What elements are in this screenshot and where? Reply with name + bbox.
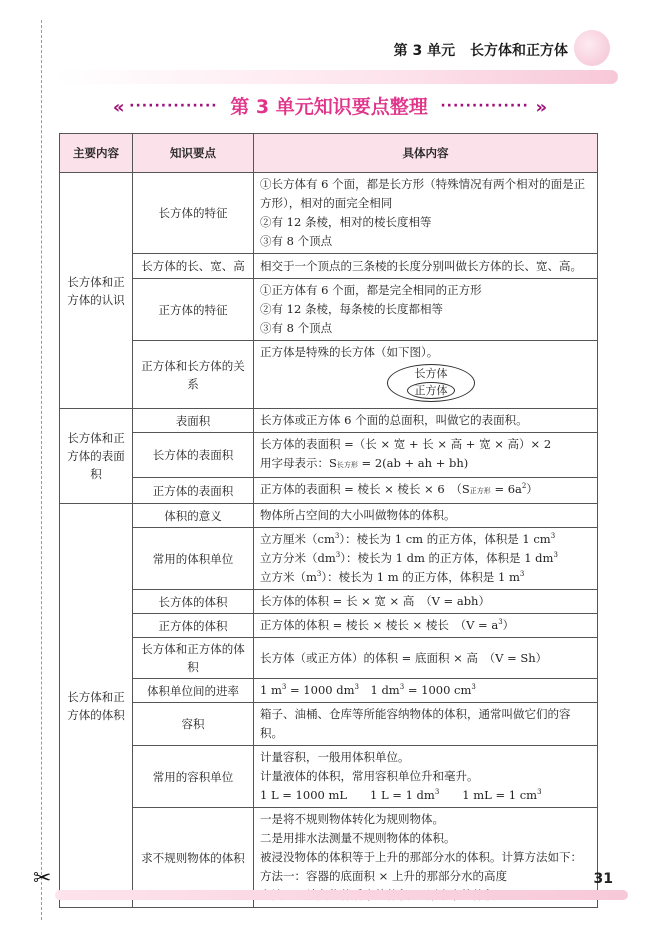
left-arrow-icon: « <box>112 97 123 118</box>
content-cell <box>254 679 598 703</box>
content-line: ①正方体有 6 个面，都是完全相同的正方形 <box>260 283 482 297</box>
formula-superscript: 3 <box>434 788 440 797</box>
point-cell: 常用的容积单位 <box>133 746 254 808</box>
content-cell: 长方体（或正方体）的体积 = 底面积 × 高 （V = Sh） <box>254 638 598 679</box>
content-line: 正方体是特殊的长方体（如下图）。 <box>260 345 439 359</box>
page-header <box>384 40 568 60</box>
content-cell: 箱子、油桶、仓库等所能容纳物体的体积，通常叫做它们的容积。 <box>254 703 598 746</box>
formula-superscript: 3 <box>498 618 503 627</box>
content-line: 计量容积，一般用体积单位。 <box>260 750 410 764</box>
content-cell: 物体所占空间的大小叫做物体的体积。 <box>254 504 598 528</box>
formula-text: 正方体的表面积 = 棱长 × 棱长 × 6 （S <box>260 482 470 496</box>
content-line: 方法一：容器的底面积 × 上升的那部分水的高度 <box>260 869 507 883</box>
content-line: 长方体的表面积 =（长 × 宽 + 长 × 高 + 宽 × 高）× 2 <box>260 437 552 451</box>
content-line: 被浸没物体的体积等于上升的那部分水的体积。计算方法如下： <box>260 850 582 864</box>
table-row <box>60 254 598 279</box>
point-cell: 容积 <box>133 703 254 746</box>
formula-superscript: 3 <box>334 532 340 541</box>
inner-ellipse: 正方体 <box>407 382 455 399</box>
page-title <box>0 92 658 119</box>
content-line: ③有 8 个顶点 <box>260 234 333 248</box>
point-cell: 长方体和正方体的体积 <box>133 638 254 679</box>
right-arrow-icon: » <box>535 97 546 118</box>
formula-superscript: 3 <box>354 683 359 692</box>
formula-text: 1 dm <box>358 683 400 697</box>
table-row <box>60 746 598 808</box>
content-line: 二是用排水法测量不规则物体的体积。 <box>260 831 456 845</box>
formula-text: = 6a <box>490 482 522 496</box>
page-number: 31 <box>593 871 613 887</box>
flower-icon <box>574 30 610 66</box>
table-row <box>60 614 598 638</box>
content-cell <box>254 614 598 638</box>
formula-text: 1 L = 1000 mL 1 L = 1 dm <box>260 788 435 802</box>
header-details: 具体内容 <box>254 134 598 173</box>
formula-superscript: 3 <box>537 788 542 797</box>
title-text: 第 3 单元知识要点整理 <box>230 96 428 118</box>
table-row <box>60 528 598 590</box>
formula-text: = 1000 cm <box>404 683 472 697</box>
formula-text: ） <box>502 618 515 632</box>
table-row <box>60 409 598 433</box>
formula-superscript: 3 <box>550 532 556 541</box>
formula-text: 1 mL = 1 cm <box>439 788 538 802</box>
content-line <box>260 568 591 587</box>
formula-text: 用字母表示：S <box>260 456 337 470</box>
formula-superscript: 3 <box>281 683 287 692</box>
unit-text: 立方分米（dm <box>260 551 336 565</box>
category-cell: 长方体和正方体的认识 <box>60 173 133 409</box>
header-rule <box>56 70 618 84</box>
table-row <box>60 703 598 746</box>
outer-ellipse-label: 长方体 <box>414 367 448 380</box>
content-cell <box>254 433 598 478</box>
content-line <box>260 454 591 475</box>
unit-text: ）：棱长为 1 cm 的正方体，体积是 1 cm <box>339 532 551 546</box>
table-row <box>60 433 598 478</box>
formula-subscript: 正方形 <box>469 487 491 495</box>
table-header-row <box>60 134 598 173</box>
point-cell: 体积单位间的进率 <box>133 679 254 703</box>
table-row <box>60 679 598 703</box>
content-cell <box>254 528 598 590</box>
content-cell <box>254 173 598 254</box>
formula-superscript: 3 <box>471 683 476 692</box>
point-cell: 长方体的表面积 <box>133 433 254 478</box>
content-line: ②有 12 条棱，每条棱的长度都相等 <box>260 302 443 316</box>
point-cell: 正方体和长方体的关系 <box>133 341 254 409</box>
content-cell <box>254 746 598 808</box>
point-cell: 常用的体积单位 <box>133 528 254 590</box>
formula-text: = 1000 dm <box>286 683 355 697</box>
footer-rule <box>55 890 628 900</box>
formula-superscript: 3 <box>519 570 525 579</box>
cut-line <box>41 20 42 920</box>
formula-subscript: 长方形 <box>336 461 358 469</box>
content-cell: 长方体或正方体 6 个面的总面积，叫做它的表面积。 <box>254 409 598 433</box>
table-row <box>60 173 598 254</box>
content-cell: 相交于一个顶点的三条棱的长度分别叫做长方体的长、宽、高。 <box>254 254 598 279</box>
scissors-icon: ✂ <box>33 866 52 891</box>
table-row <box>60 341 598 409</box>
header-knowledge-points: 知识要点 <box>133 134 254 173</box>
content-line <box>260 530 591 549</box>
unit-title: 长方体和正方体 <box>470 43 568 59</box>
formula-text: = 2(ab + ah + bh) <box>357 456 469 470</box>
table-row <box>60 638 598 679</box>
formula-superscript: 3 <box>335 551 341 560</box>
content-line: ①长方体有 6 个面，都是长方形（特殊情况有两个相对的面是正方形），相对的面完全相同 <box>260 177 586 210</box>
content-cell <box>254 279 598 341</box>
formula-text: ） <box>526 482 538 496</box>
point-cell: 求不规则物体的体积 <box>133 808 254 908</box>
unit-text: ）：棱长为 1 dm 的正方体，体积是 1 dm <box>340 551 554 565</box>
formula-text: 1 m <box>260 683 282 697</box>
title-dots-left: ·············· <box>129 98 218 114</box>
point-cell: 长方体的体积 <box>133 590 254 614</box>
content-line: 一是将不规则物体转化为规则物体。 <box>260 812 444 826</box>
category-cell: 长方体和正方体的体积 <box>60 504 133 908</box>
formula-superscript: 3 <box>553 551 558 560</box>
content-line: ②有 12 条棱，相对的棱长度相等 <box>260 215 432 229</box>
point-cell: 表面积 <box>133 409 254 433</box>
outer-ellipse <box>387 364 475 402</box>
table-row <box>60 590 598 614</box>
unit-label: 第 3 单元 <box>393 43 456 59</box>
content-line <box>260 549 591 568</box>
content-cell <box>254 341 598 409</box>
knowledge-table <box>59 133 598 908</box>
content-line <box>260 786 591 805</box>
unit-text: 立方厘米（cm <box>260 532 335 546</box>
point-cell: 长方体的长、宽、高 <box>133 254 254 279</box>
table-row <box>60 279 598 341</box>
content-cell <box>254 478 598 504</box>
formula-superscript: 2 <box>521 482 527 491</box>
point-cell: 长方体的特征 <box>133 173 254 254</box>
point-cell: 正方体的特征 <box>133 279 254 341</box>
title-dots-right: ·············· <box>440 98 529 114</box>
content-line: ③有 8 个顶点 <box>260 321 333 335</box>
category-cell: 长方体和正方体的表面积 <box>60 409 133 504</box>
point-cell: 正方体的体积 <box>133 614 254 638</box>
content-line: 计量液体的体积，常用容积单位升和毫升。 <box>260 769 479 783</box>
formula-superscript: 3 <box>399 683 405 692</box>
formula-text: 正方体的体积 = 棱长 × 棱长 × 棱长 （V = a <box>260 618 499 632</box>
table-row <box>60 504 598 528</box>
unit-text: 立方米（m <box>260 570 317 584</box>
venn-diagram <box>260 362 591 406</box>
unit-text: ）：棱长为 1 m 的正方体，体积是 1 m <box>321 570 520 584</box>
point-cell: 体积的意义 <box>133 504 254 528</box>
content-cell: 长方体的体积 = 长 × 宽 × 高 （V = abh） <box>254 590 598 614</box>
formula-superscript: 3 <box>316 570 322 579</box>
point-cell: 正方体的表面积 <box>133 478 254 504</box>
header-main-content: 主要内容 <box>60 134 133 173</box>
table-row <box>60 478 598 504</box>
